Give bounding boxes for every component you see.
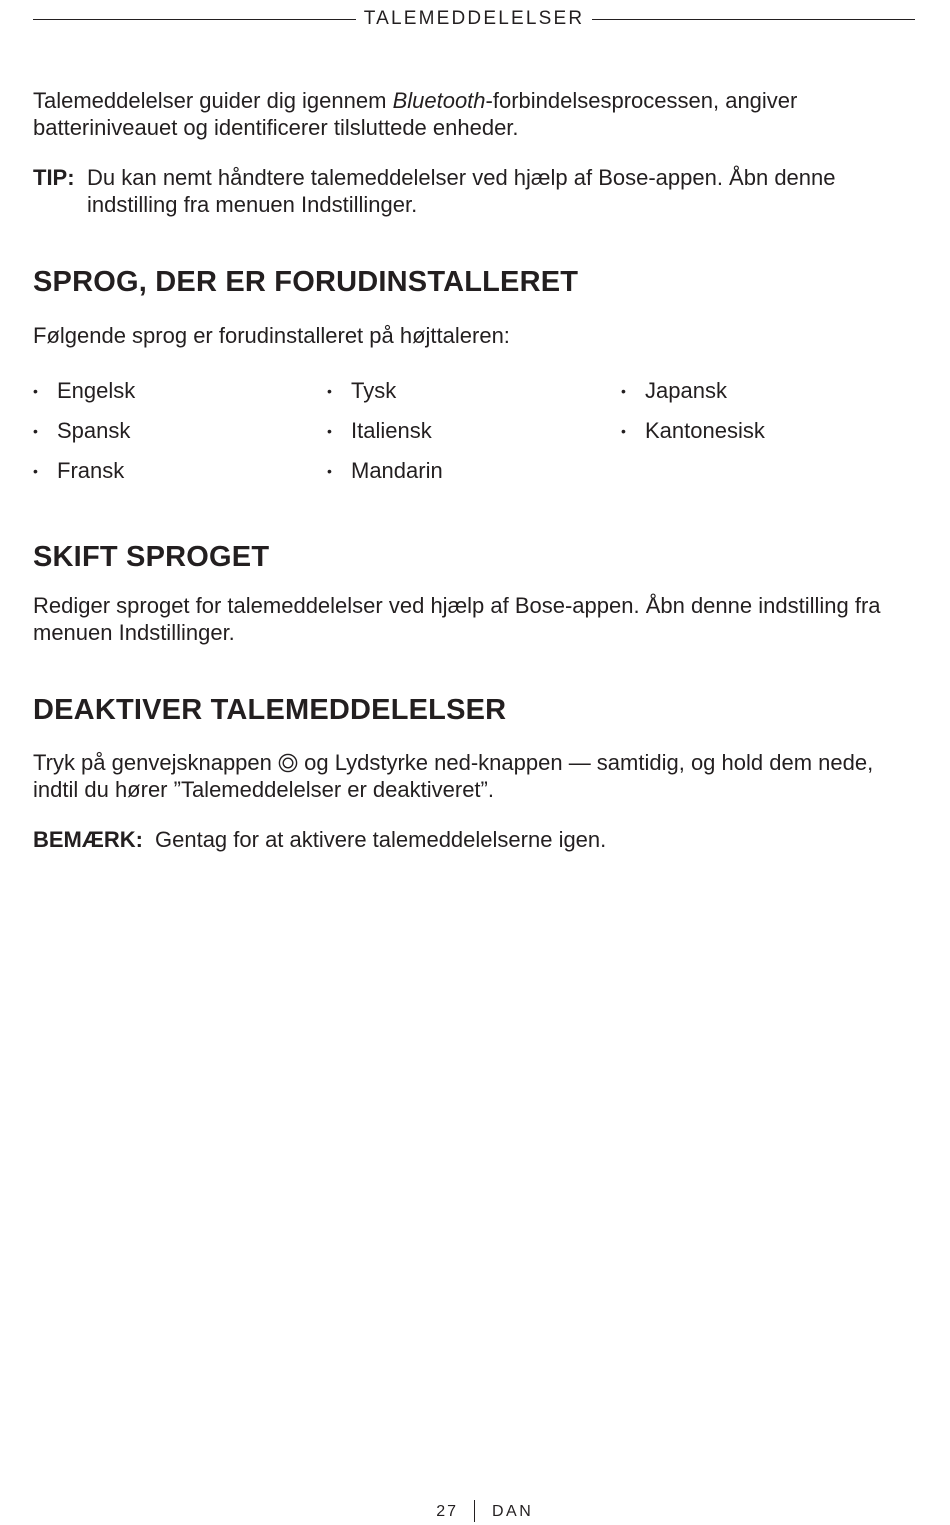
heading-change-language: SKIFT SPROGET: [33, 541, 270, 573]
page-number: 27: [436, 1503, 458, 1520]
page-header: [33, 6, 915, 32]
tip-text: Du kan nemt håndtere talemeddelelser ved hjælp af Bose-appen. Åbn denne indstilling fra menuen Indstillinger.: [87, 165, 836, 217]
language-label: Spansk: [57, 418, 131, 443]
list-item: [33, 376, 135, 406]
bullet-icon: •: [621, 423, 626, 439]
language-label: Tysk: [351, 378, 397, 403]
language-label: Engelsk: [57, 378, 136, 403]
disable-text-before: Tryk på genvejsknappen: [33, 750, 278, 775]
tip-label: TIP:: [33, 165, 75, 190]
list-item: [327, 416, 432, 446]
bullet-icon: •: [33, 423, 38, 439]
language-label: Japansk: [645, 378, 727, 403]
intro-text-after: -forbindelsesprocessen, angiver batteriniveauet og identificerer tilsluttede enheder.: [33, 88, 798, 140]
disable-text-after: og Lydstyrke ned-knappen — samtidig, og hold dem nede, indtil du hører ”Talemeddelelser er deaktiveret”.: [33, 750, 874, 802]
disable-prompts-text: [33, 749, 915, 803]
note-text: Gentag for at aktivere talemeddelelserne igen.: [155, 827, 607, 852]
list-item: [621, 376, 727, 406]
list-item: [621, 416, 765, 446]
language-label: Fransk: [57, 458, 125, 483]
bullet-icon: •: [33, 383, 38, 399]
heading-preinstalled-languages: SPROG, DER ER FORUDINSTALLERET: [33, 266, 579, 298]
heading-disable-prompts: DEAKTIVER TALEMEDDELELSER: [33, 694, 507, 726]
list-item: [33, 416, 130, 446]
change-language-text: Rediger sproget for talemeddelelser ved hjælp af Bose-appen. Åbn denne indstilling fra menuen Indstillinger.: [33, 593, 881, 645]
header-title: TALEMEDDELELSER: [363, 8, 585, 29]
bullet-icon: •: [33, 463, 38, 479]
list-item: [327, 456, 443, 486]
list-item: [327, 376, 396, 406]
language-label: Mandarin: [351, 458, 443, 483]
language-label: Kantonesisk: [645, 418, 765, 443]
page-footer: [0, 1500, 950, 1524]
intro-text-before: Talemeddelelser guider dig igennem: [33, 88, 393, 113]
bullet-icon: •: [327, 423, 332, 439]
footer-divider: [474, 1500, 475, 1522]
language-label: Italiensk: [351, 418, 432, 443]
language-code: DAN: [492, 1503, 534, 1520]
intro-paragraph: [33, 87, 915, 141]
bullet-icon: •: [621, 383, 626, 399]
shortcut-button-icon: [278, 752, 298, 772]
tip-block: [33, 164, 915, 218]
bullet-icon: •: [327, 383, 332, 399]
preinstalled-lead: Følgende sprog er forudinstalleret på højttaleren:: [33, 323, 510, 348]
header-rule-left: [33, 19, 356, 20]
bullet-icon: •: [327, 463, 332, 479]
header-rule-right: [592, 19, 915, 20]
note-block: [33, 826, 606, 853]
intro-italic: Bluetooth: [392, 88, 486, 113]
list-item: [33, 456, 124, 486]
note-label: BEMÆRK:: [33, 827, 143, 852]
